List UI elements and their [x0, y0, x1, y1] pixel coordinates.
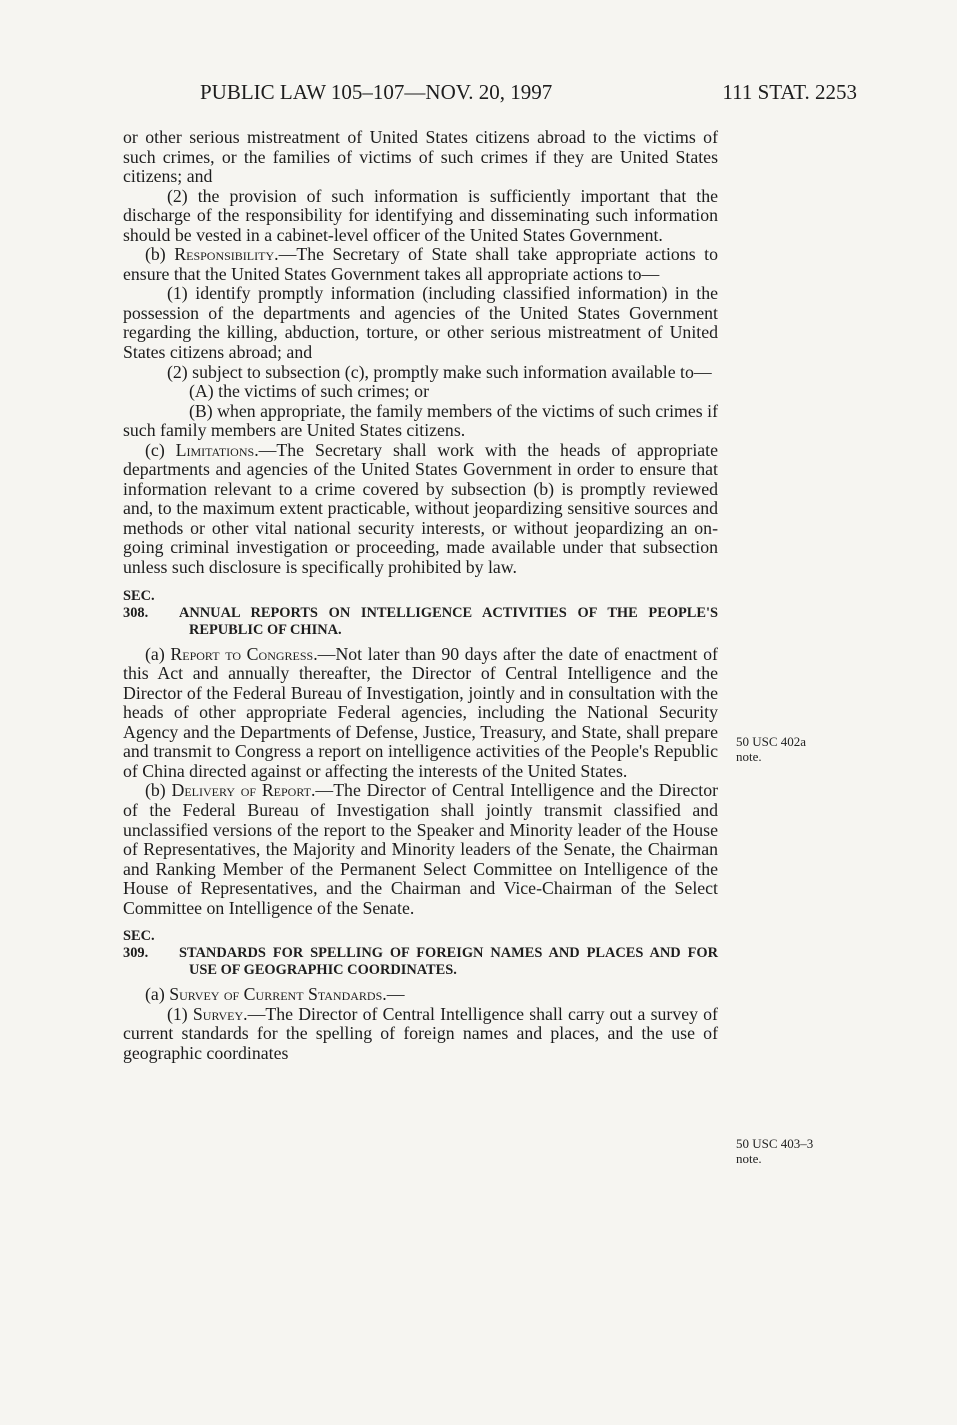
paragraph-label: (a): [145, 643, 171, 664]
paragraph-309a1: [123, 1005, 718, 1064]
margin-note-sec-309: [736, 1136, 813, 1166]
paragraph-b2A: (A) the victims of such crimes; or: [189, 381, 429, 402]
body-text: [123, 128, 718, 1063]
paragraph-label: (c): [145, 439, 176, 460]
paragraph-text: .—The Secretary of State shall take appropriate actions to ensure that the United States Government takes all appropriate actions to—: [123, 244, 718, 284]
paragraph-text: .—The Director of Central Intelligence and the Director of the Federal Bureau of Investigation shall jointly transmit classified and unclassified versions of the report to the Speaker and Minority leader of the House of Representatives, the Majority and Minority leaders of the Senate, the Chairman and Ranking Member of the Permanent Select Committee on Intelligence of the House of Representatives, and the Chairman and Vice-Chairman of the Select Committee on Intelligence of the Senate.: [123, 780, 719, 918]
paragraph-label: (a): [145, 984, 170, 1005]
paragraph-label: (1): [167, 1003, 193, 1024]
paragraph-b2B: (B) when appropriate, the family members of the victims of such crimes if such family members are United States citizens.: [123, 400, 718, 441]
paragraph-label: (b): [145, 244, 175, 265]
section-number: SEC. 308.: [123, 587, 155, 621]
margin-note-suffix: note.: [736, 749, 762, 764]
paragraph-heading: Delivery of Report: [171, 780, 311, 801]
paragraph-text: .—Not later than 90 days after the date of enactment of this Act and annually thereafter, the Director of Central Intelligence and the Director of the Federal Bureau of Investigation, jointly and in consultation with the heads of other appropriate Federal agencies, including the National Security Agency and the Departments of Defense, Justice, Treasury, and State, shall prepare and transmit to Congress a report on intelligence activities of the People's Republic of China directed against or affecting the interests of the United States.: [123, 643, 718, 781]
paragraph-heading: Survey: [192, 1003, 244, 1024]
margin-note-code: 50 USC 403–3: [736, 1136, 814, 1151]
section-number: SEC. 309.: [123, 928, 155, 962]
paragraph-continuation: or other serious mistreatment of United States citizens abroad to the victims of such crimes, or the families of victims of such crimes if they are United States citizens; and: [123, 127, 718, 187]
running-header: [200, 80, 857, 106]
paragraph-b: [123, 245, 718, 284]
section-309-heading: [123, 928, 718, 979]
paragraph-label: (b): [145, 780, 172, 801]
paragraph-c: [123, 441, 718, 578]
paragraph-heading: Limitations: [175, 439, 255, 460]
paragraph-heading: Survey of Current Standards: [169, 984, 383, 1005]
margin-note-suffix: note.: [736, 1151, 762, 1166]
section-title: STANDARDS FOR SPELLING OF FOREIGN NAMES AND PLACES AND FOR USE OF GEOGRAPHIC COORDINATES.: [179, 945, 718, 979]
paragraph-text: .—: [382, 984, 405, 1005]
paragraph-heading: Responsibility: [174, 244, 275, 265]
paragraph-text: .—The Director of Central Intelligence shall carry out a survey of current standards for the spelling of foreign names and places, and the use of geographic coordinates: [123, 1003, 718, 1063]
margin-note-code: 50 USC 402a: [736, 734, 807, 749]
public-law-citation: PUBLIC LAW 105–107—NOV. 20, 1997: [200, 80, 553, 104]
paragraph-309a: [123, 985, 718, 1005]
paragraph-b2: (2) subject to subsection (c), promptly make such information available to—: [167, 361, 712, 382]
paragraph-heading: Report to Congress: [170, 643, 314, 664]
section-title: ANNUAL REPORTS ON INTELLIGENCE ACTIVITIES OF THE PEOPLE'S REPUBLIC OF CHINA.: [179, 604, 718, 638]
paragraph-308a: [123, 645, 718, 782]
statute-page-number: 111 STAT. 2253: [722, 80, 857, 104]
paragraph-text: .—The Secretary shall work with the heads of appropriate departments and agencies of the United States Government in order to ensure that information relevant to a crime covered by subsection (b) is promptly reviewed and, to the maximum extent practicable, without jeopardizing sensitive sources and methods or other vital national security interests, or without jeopardizing an on-going criminal investigation or proceeding, made available under that subsection unless such disclosure is specifically prohibited by law.: [123, 439, 718, 578]
paragraph-308b: [123, 781, 718, 918]
margin-note-sec-308: [736, 734, 806, 764]
paragraph-a2: (2) the provision of such information is sufficiently important that the discharge of the responsibility for identifying and disseminating such information should be vested in a cabinet-level officer of the United States Government.: [123, 185, 718, 245]
section-308-heading: [123, 588, 718, 639]
paragraph-b1: (1) identify promptly information (including classified information) in the possession of the departments and agencies of the United States Government regarding the killing, abduction, torture, or other serious mistreatment of United States citizens abroad; and: [123, 283, 718, 363]
